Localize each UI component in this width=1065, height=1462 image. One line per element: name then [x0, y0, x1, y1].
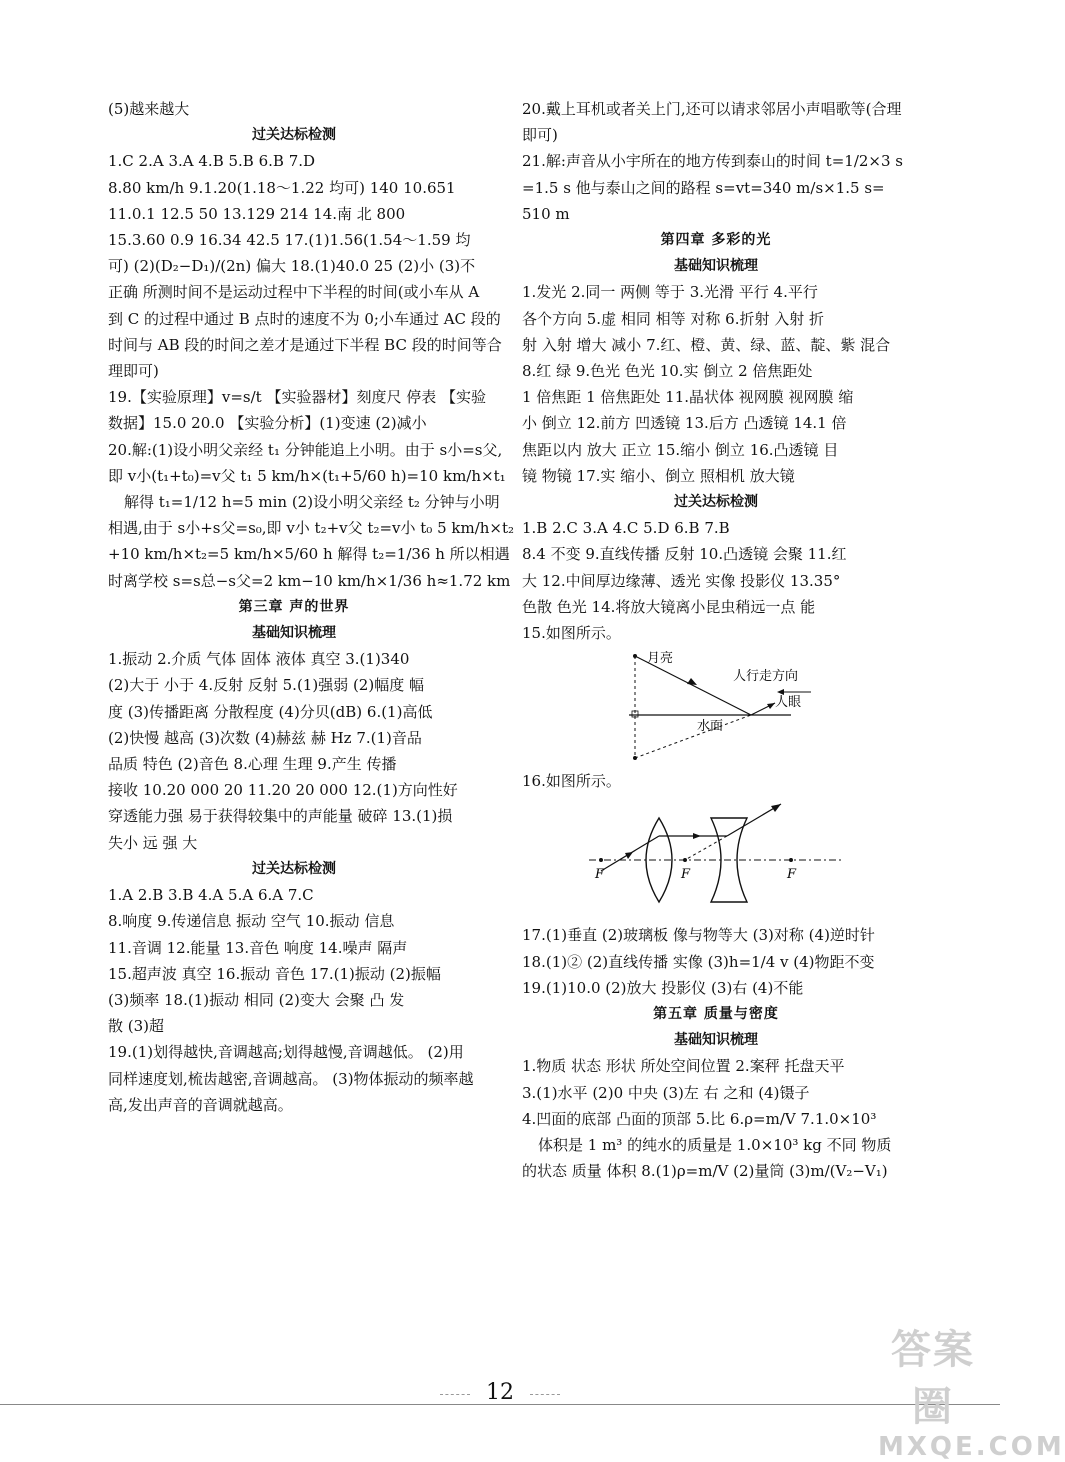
left-line-4: 11.0.1 12.5 50 13.129 214 14.南 北 800 [108, 204, 406, 223]
right-b-line-0: 16.如图所示。 [522, 772, 621, 791]
right-a-line-4: 510 m [522, 204, 570, 223]
left-line-29: 过关达标检测 [252, 860, 336, 877]
right-a-line-13: 焦距以内 放大 正立 15.缩小 倒立 16.凸透镜 目 [522, 440, 839, 459]
right-a-line-11: 1 倍焦距 1 倍焦距处 11.晶状体 视网膜 视网膜 缩 [522, 388, 854, 407]
left-line-18: 时离学校 s=s总−s父=2 km−10 km/h×1/36 h≈1.72 km [108, 571, 511, 590]
watermark-url: MXQE.COM [878, 1432, 1065, 1462]
right-a-line-7: 1.发光 2.同一 两侧 等于 3.光滑 平行 4.平行 [522, 283, 818, 302]
right-a-line-19: 色散 色光 14.将放大镜离小昆虫稍远一点 能 [522, 597, 816, 616]
right-a-line-6: 基础知识梳理 [674, 258, 758, 275]
left-line-30: 1.A 2.B 3.B 4.A 5.A 6.A 7.C [108, 886, 314, 905]
reflected-arrow [767, 703, 775, 709]
right-a-line-17: 8.4 不变 9.直线传播 反射 10.凸透镜 会聚 11.红 [522, 545, 847, 564]
left-line-33: 15.超声波 真空 16.振动 音色 17.(1)振动 (2)振幅 [108, 964, 441, 983]
right-c-line-0: 17.(1)垂直 (2)玻璃板 像与物等大 (3)对称 (4)逆时针 [522, 926, 875, 945]
bottom-rule [0, 1404, 1000, 1405]
left-line-27: 穿透能力强 易于获得较集中的声能量 破碎 13.(1)损 [108, 807, 453, 826]
focus-point-middle [683, 858, 687, 862]
left-line-11: 19.【实验原理】v=s/t 【实验器材】刻度尺 停表 【实验 [108, 388, 486, 407]
moon-image-point [633, 756, 637, 760]
left-line-17: +10 km/h×t₂=5 km/h×5/60 h 解得 t₂=1/36 h 所以相遇 [108, 545, 510, 564]
left-line-21: 1.振动 2.介质 气体 固体 液体 真空 3.(1)340 [108, 650, 410, 669]
right-a-line-20: 15.如图所示。 [522, 624, 621, 643]
left-line-31: 8.响度 9.传递信息 振动 空气 10.振动 信息 [108, 912, 395, 931]
left-line-37: 同样速度划,梳齿越密,音调越高。 (3)物体振动的频率越 [108, 1069, 474, 1088]
focus-label-middle: F [681, 867, 691, 883]
left-line-28: 失小 远 强 大 [108, 833, 198, 852]
right-a-line-16: 1.B 2.C 3.A 4.C 5.D 6.B 7.B [522, 519, 730, 538]
right-c-line-9: 的状态 质量 体积 8.(1)ρ=m/V (2)量筒 (3)m/(V₂−V₁) [522, 1162, 888, 1181]
moon-label: 月亮 [647, 651, 674, 667]
left-line-19: 第三章 声的世界 [238, 598, 350, 615]
focus-label-left: F [595, 867, 605, 883]
left-column [108, 96, 515, 1118]
right-column-part-b [522, 768, 910, 794]
lens-figure [581, 796, 851, 920]
right-c-line-3: 第五章 质量与密度 [653, 1006, 779, 1023]
left-line-0: (5)越来越大 [108, 100, 190, 118]
left-line-36: 19.(1)划得越快,音调越高;划得越慢,音调越低。 (2)用 [108, 1043, 464, 1062]
left-line-15: 解得 t₁=1/12 h=5 min (2)设小明父亲经 t₂ 分钟与小明 [124, 493, 500, 512]
walk-direction-label: 人行走方向 [733, 669, 799, 685]
left-line-3: 8.80 km/h 9.1.20(1.18～1.22 均可) 140 10.651 [108, 178, 456, 197]
left-line-22: (2)大于 小于 4.反射 反射 5.(1)强弱 (2)幅度 幅 [108, 676, 424, 695]
water-label: 水面 [697, 719, 724, 735]
right-c-line-8: 体积是 1 m³ 的纯水的质量是 1.0×10³ kg 不同 物质 [538, 1136, 892, 1155]
left-line-23: 度 (3)传播距离 分散程度 (4)分贝(dB) 6.(1)高低 [108, 702, 433, 721]
right-a-line-2: 21.解:声音从小宇所在的地方传到泰山的时间 t=1/2×3 s [522, 152, 903, 171]
incident-arrow [687, 678, 697, 685]
left-line-9: 时间与 AB 段的时间之差才是通过下半程 BC 段的时间等合 [108, 335, 502, 354]
right-c-line-2: 19.(1)10.0 (2)放大 投影仪 (3)右 (4)不能 [522, 978, 804, 997]
left-line-20: 基础知识梳理 [252, 625, 336, 642]
right-a-line-18: 大 12.中间厚边缘薄、透光 实像 投影仪 13.35° [522, 571, 841, 590]
right-a-line-0: 20.戴上耳机或者关上门,还可以请求邻居小声唱歌等(合理 [522, 100, 902, 118]
left-line-24: (2)快慢 越高 (3)次数 (4)赫兹 赫 Hz 7.(1)音品 [108, 728, 422, 747]
left-line-25: 品质 特色 (2)音色 8.心理 生理 9.产生 传播 [108, 755, 397, 774]
right-a-line-12: 小 倒立 12.前方 凹透镜 13.后方 凸透镜 14.1 倍 [522, 414, 847, 433]
right-a-line-5: 第四章 多彩的光 [660, 232, 772, 249]
left-line-13: 20.解:(1)设小明父亲经 t₁ 分钟能追上小明。由于 s小=s父, [108, 440, 503, 459]
left-line-7: 正确 所测时间不是运动过程中下半程的时间(或小车从 A [108, 283, 480, 302]
left-line-1: 过关达标检测 [252, 127, 336, 144]
right-column-part-a [522, 96, 910, 646]
right-c-line-7: 4.凹面的底部 凸面的顶部 5.比 6.ρ=m/V 7.1.0×10³ [522, 1109, 877, 1128]
right-a-line-10: 8.红 绿 9.色光 色光 10.实 倒立 2 倍焦距处 [522, 362, 813, 381]
left-line-12: 数据】15.0 20.0 【实验分析】(1)变速 (2)减小 [108, 414, 427, 433]
watermark-title: 答案圈 [891, 1327, 975, 1430]
focus-label-right: F [787, 867, 797, 883]
right-a-line-15: 过关达标检测 [674, 494, 758, 511]
page-number-dash-left [440, 1394, 470, 1395]
left-line-32: 11.音调 12.能量 13.音色 响度 14.噪声 隔声 [108, 938, 408, 957]
diverging-arrow [771, 804, 781, 812]
page-number-dash-right [530, 1394, 560, 1395]
right-c-line-5: 1.物质 状态 形状 所处空间位置 2.案秤 托盘天平 [522, 1057, 845, 1076]
moon-point [633, 654, 637, 658]
right-a-line-14: 镜 物镜 17.实 缩小、倒立 照相机 放大镜 [522, 466, 795, 485]
left-line-14: 即 v小(t₁+t₀)=v父 t₁ 5 km/h×(t₁+5/60 h)=10 km/h×t₁ [108, 466, 506, 485]
focus-point-left [599, 858, 603, 862]
right-column [522, 96, 910, 1185]
reflection-figure [611, 648, 821, 766]
right-c-line-4: 基础知识梳理 [674, 1032, 758, 1049]
focus-point-right [789, 858, 793, 862]
left-line-34: (3)频率 18.(1)振动 相同 (2)变大 会聚 凸 发 [108, 990, 405, 1009]
left-line-5: 15.3.60 0.9 16.34 42.5 17.(1)1.56(1.54～1.59 均 [108, 231, 471, 250]
page-number: 12 [486, 1380, 514, 1405]
parallel-arrow [693, 833, 701, 839]
left-line-16: 相遇,由于 s小+s父=s₀,即 v小 t₂+v父 t₂=v小 t₀ 5 km/h×t₂ [108, 519, 515, 538]
left-line-38: 高,发出声音的音调就越高。 [108, 1095, 293, 1114]
right-column-part-c [522, 922, 910, 1184]
watermark [878, 1318, 1065, 1462]
left-line-8: 到 C 的过程中通过 B 点时的速度不为 0;小车通过 AC 段的 [108, 309, 501, 328]
right-c-line-1: 18.(1)② (2)直线传播 实像 (3)h=1/4 v (4)物距不变 [522, 952, 875, 971]
left-line-6: 可) (2)(D₂−D₁)/(2n) 偏大 18.(1)40.0 25 (2)小 (3)不 [108, 257, 476, 276]
right-a-line-1: 即可) [522, 126, 558, 145]
right-a-line-9: 射 入射 增大 减小 7.红、橙、黄、绿、蓝、靛、紫 混合 [522, 335, 891, 354]
left-line-10: 理即可) [108, 362, 159, 381]
right-a-line-8: 各个方向 5.虚 相同 相等 对称 6.折射 入射 折 [522, 309, 825, 328]
right-a-line-3: =1.5 s 他与泰山之间的路程 s=vt=340 m/s×1.5 s= [522, 178, 885, 197]
right-c-line-6: 3.(1)水平 (2)0 中央 (3)左 右 之和 (4)镊子 [522, 1083, 810, 1102]
virtual-ray [635, 715, 751, 758]
left-line-26: 接收 10.20 000 20 11.20 20 000 12.(1)方向性好 [108, 781, 458, 800]
eye-label: 人眼 [775, 695, 802, 711]
left-line-35: 散 (3)超 [108, 1017, 165, 1036]
left-line-2: 1.C 2.A 3.A 4.B 5.B 6.B 7.D [108, 152, 316, 171]
